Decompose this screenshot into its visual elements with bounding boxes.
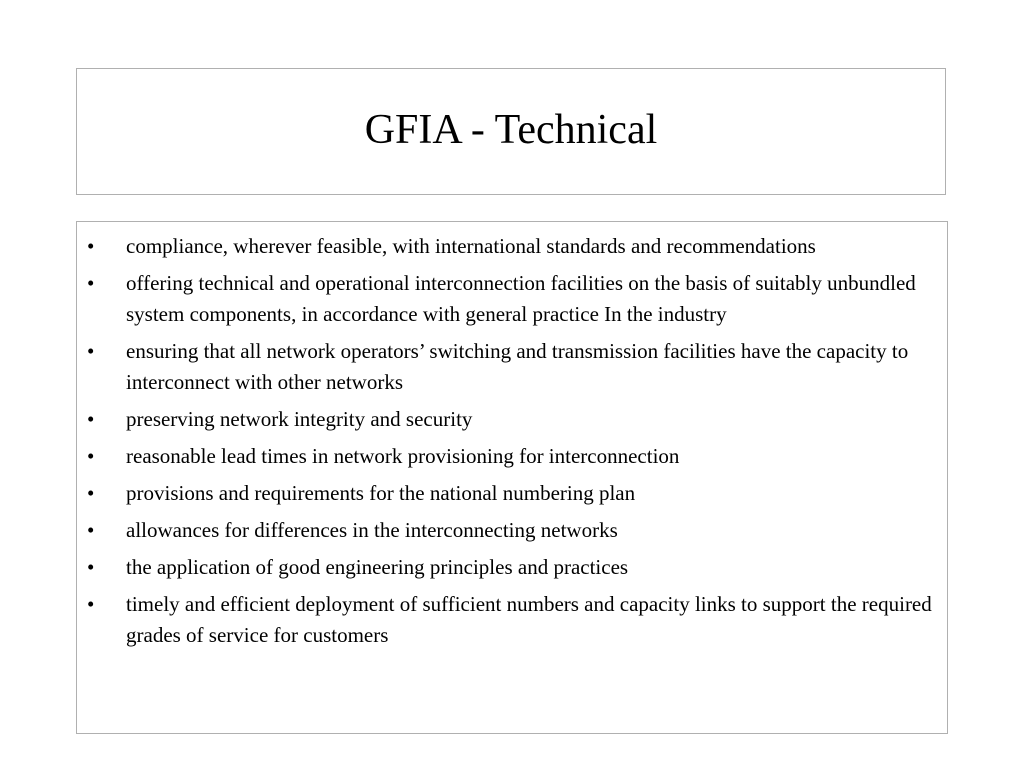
bullet-icon: • <box>87 407 95 431</box>
bullet-text: timely and efficient deployment of sufficient numbers and capacity links to support the required grades of service for customers <box>126 592 932 647</box>
bullet-item <box>87 441 937 472</box>
title-placeholder <box>76 68 946 195</box>
bullet-text: offering technical and operational interconnection facilities on the basis of suitably unbundled system components, in accordance with general practice In the industry <box>126 271 916 326</box>
bullet-icon: • <box>87 234 95 258</box>
bullet-item <box>87 268 937 330</box>
bullet-text: provisions and requirements for the national numbering plan <box>126 481 636 505</box>
bullet-icon: • <box>87 444 95 468</box>
bullet-icon: • <box>87 481 95 505</box>
bullet-text: reasonable lead times in network provisioning for interconnection <box>126 444 680 468</box>
bullet-text: preserving network integrity and security <box>126 407 473 431</box>
bullet-icon: • <box>87 518 95 542</box>
content-placeholder <box>76 221 948 734</box>
bullet-icon: • <box>87 592 95 616</box>
bullet-icon: • <box>87 339 95 363</box>
bullet-item <box>87 231 937 262</box>
bullet-item <box>87 589 937 651</box>
bullet-item <box>87 336 937 398</box>
bullet-icon: • <box>87 271 95 295</box>
bullet-item <box>87 552 937 583</box>
bullet-text: allowances for differences in the interconnecting networks <box>126 518 618 542</box>
slide-title: GFIA - Technical <box>364 107 658 153</box>
bullet-text: the application of good engineering principles and practices <box>126 555 629 579</box>
bullet-icon: • <box>87 555 95 579</box>
bullet-item <box>87 478 937 509</box>
bullet-item <box>87 515 937 546</box>
bullet-list <box>87 231 937 657</box>
bullet-text: compliance, wherever feasible, with international standards and recommendations <box>126 234 816 258</box>
bullet-item <box>87 404 937 435</box>
bullet-text: ensuring that all network operators’ switching and transmission facilities have the capacity to interconnect with other networks <box>126 339 909 394</box>
